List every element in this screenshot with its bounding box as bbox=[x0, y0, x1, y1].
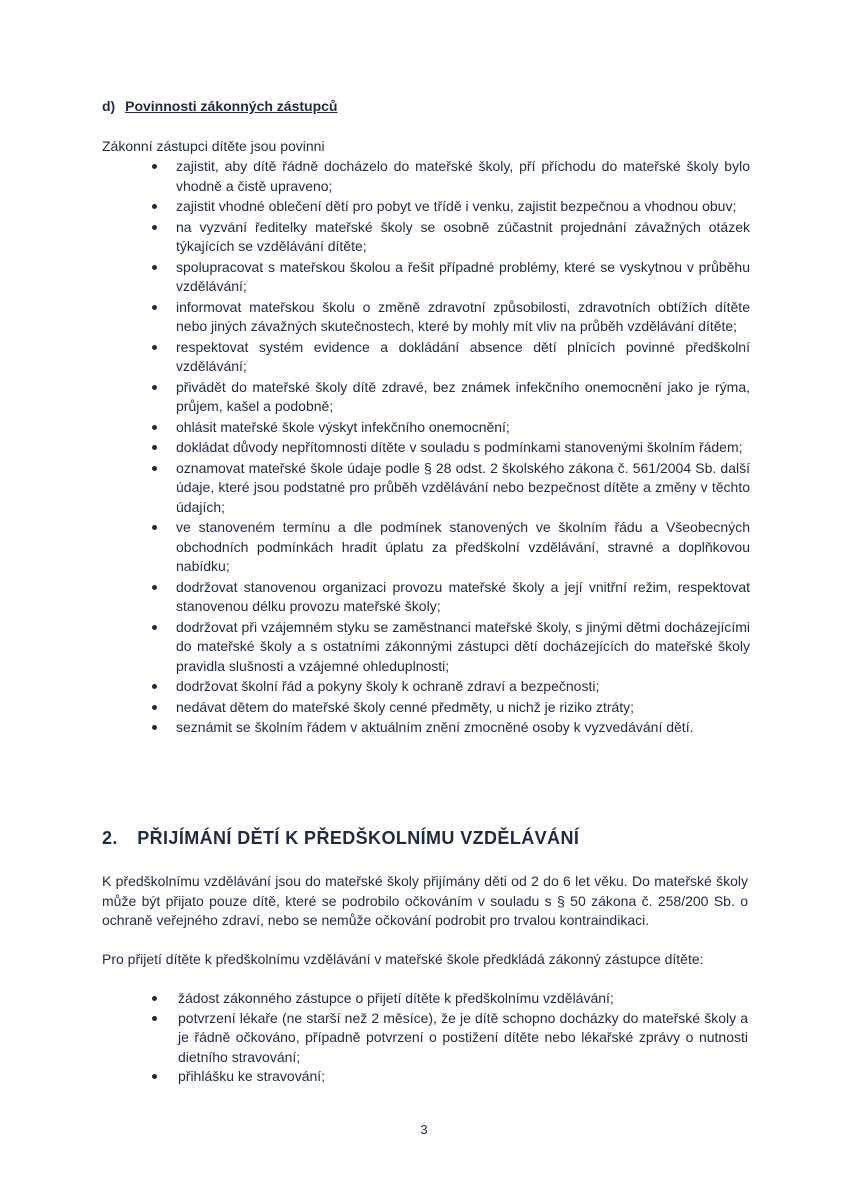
documents-list bbox=[150, 989, 748, 1087]
list-item: přivádět do mateřské školy dítě zdravé, bez známek infekčního onemocnění jako je rýma, průjem, kašel a podobně; bbox=[150, 378, 750, 417]
admission-paragraph: K předškolnímu vzdělávání jsou do mateřské školy přijímány děti od 2 do 6 let věku. Do mateřské školy může být přijato pouze dítě, které se podrobilo očkováním v souladu s § 50 zákona č. 258/200 Sb. o ochraně veřejného zdraví, nebo se nemůže očkování podrobit pro trvalou kontraindikaci. bbox=[102, 873, 748, 928]
list-item: dokládat důvody nepřítomnosti dítěte v souladu s podmínkami stanovenými školním řádem; bbox=[150, 438, 750, 458]
section-number: 2. bbox=[102, 828, 118, 848]
list-item: zajistit vhodné oblečení dětí pro pobyt ve třídě i venku, zajistit bezpečnou a vhodnou obuv; bbox=[150, 197, 750, 217]
section-title: PŘIJÍMÁNÍ DĚTÍ K PŘEDŠKOLNÍMU VZDĚLÁVÁNÍ bbox=[137, 828, 580, 848]
list-item: přihlášku ke stravování; bbox=[150, 1067, 748, 1087]
subsection-letter: d) bbox=[102, 98, 116, 114]
list-item: ve stanoveném termínu a dle podmínek stanovených ve školním řádu a Všeobecných obchodních podmínkách hradit úplatu za předškolní vzdělávání, stravné a doplňkovou nabídku; bbox=[150, 518, 750, 577]
list-item: respektovat systém evidence a dokládání absence dětí plnících povinné předškolní vzdělávání; bbox=[150, 338, 750, 377]
list-item: nedávat dětem do mateřské školy cenné předměty, u nichž je riziko ztráty; bbox=[150, 698, 750, 718]
list-item: potvrzení lékaře (ne starší než 2 měsíce), že je dítě schopno docházky do mateřské školy a je řádně očkováno, případně potvrzení o postižení dítěte nebo lékařské zprávy o nutnosti dietního stravování; bbox=[150, 1009, 748, 1068]
list-item: dodržovat školní řád a pokyny školy k ochraně zdraví a bezpečnosti; bbox=[150, 677, 750, 697]
subsection-heading bbox=[102, 98, 337, 114]
list-item: zajistit, aby dítě řádně docházelo do mateřské školy, pří příchodu do mateřské školy bylo vhodně a čistě upraveno; bbox=[150, 157, 750, 196]
list-item: oznamovat mateřské škole údaje podle § 28 odst. 2 školského zákona č. 561/2004 Sb. další údaje, které jsou podstatné pro průběh vzdělávání nebo bezpečnost dítěte a změny v těchto údajích; bbox=[150, 459, 750, 518]
documents-intro-paragraph: Pro přijetí dítěte k předškolnímu vzdělávání v mateřské škole předkládá zákonný zástupce dítěte: bbox=[102, 951, 704, 967]
section-heading bbox=[102, 828, 579, 849]
duties-list bbox=[150, 157, 750, 738]
list-item: na vyzvání ředitelky mateřské školy se osobně zúčastnit projednání závažných otázek týkajících se vzdělávání dítěte; bbox=[150, 218, 750, 257]
list-item: informovat mateřskou školu o změně zdravotní způsobilosti, zdravotních obtížích dítěte nebo jiných závažných skutečnostech, které by mohly mít vliv na průběh vzdělávání dítěte; bbox=[150, 298, 750, 337]
list-item: žádost zákonného zástupce o přijetí dítěte k předškolnímu vzdělávání; bbox=[150, 989, 748, 1009]
subsection-title: Povinnosti zákonných zástupců bbox=[125, 98, 338, 114]
page-number: 3 bbox=[420, 1122, 428, 1137]
list-item: dodržovat při vzájemném styku se zaměstnanci mateřské školy, s jinými dětmi docházejícími do mateřské školy a s ostatními zákonnými zástupci dětí docházejících do mateřské školy pravidla slušnosti a vzájemné ohleduplnosti; bbox=[150, 618, 750, 677]
list-item: spolupracovat s mateřskou školou a řešit případné problémy, které se vyskytnou v průběhu vzdělávání; bbox=[150, 258, 750, 297]
list-item: dodržovat stanovenou organizaci provozu mateřské školy a její vnitřní režim, respektovat stanovenou délku provozu mateřské školy; bbox=[150, 578, 750, 617]
duties-intro: Zákonní zástupci dítěte jsou povinni bbox=[102, 138, 325, 154]
list-item: ohlásit mateřské škole výskyt infekčního onemocnění; bbox=[150, 418, 750, 438]
list-item: seznámit se školním řádem v aktuálním znění zmocněné osoby k vyzvedávání dětí. bbox=[150, 718, 750, 738]
